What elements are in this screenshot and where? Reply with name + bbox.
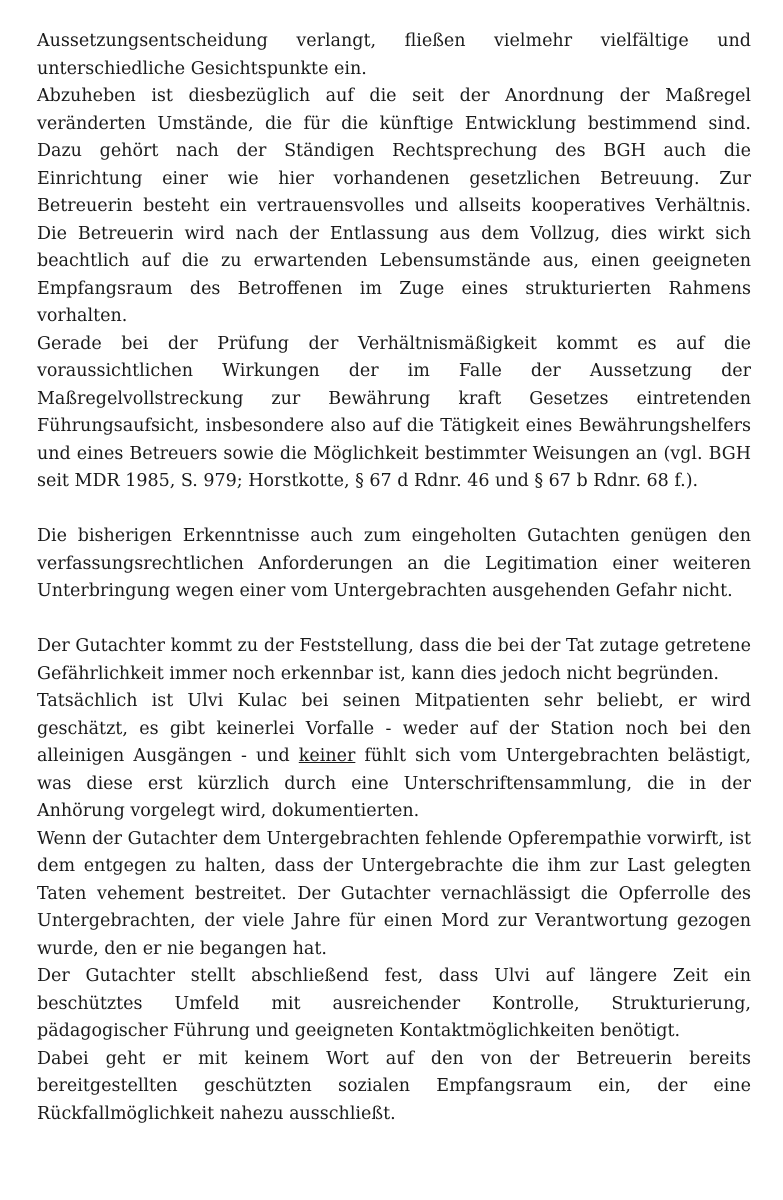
paragraph-mitpatienten (37, 688, 751, 826)
paragraph-mitpatienten-text-start: Tatsächlich ist Ulvi Kulac bei seinen Mitpatienten sehr beliebt, er wird geschätzt, es gibt keinerlei Vorfalle - weder auf der Station noch bei den alleinigen Ausgängen - und (37, 691, 751, 766)
paragraph-erkenntnisse: Die bisherigen Erkenntnisse auch zum eingeholten Gutachten genügen den verfassungsrechtlichen Anforderungen an die Legitimation einer weiteren Unterbringung wegen einer vom Untergebrachten ausgehenden Gefahr nicht. (37, 526, 751, 601)
paragraph-opferempathie: Wenn der Gutachter dem Untergebrachten fehlende Opferempathie vorwirft, ist dem entgegen zu halten, dass der Untergebrachte die ihm zur Last gelegten Taten vehement bestreitet. Der Gutachter vernachlässigt die Opferrolle des Untergebrachten, der viele Jahre für einen Mord zur Verantwortung gezogen wurde, den er nie begangen hat. (37, 828, 751, 959)
underlined-word: keiner (298, 746, 356, 766)
document-page (37, 28, 751, 1128)
paragraph-spacer (37, 496, 751, 524)
paragraph-mitpatienten-text-end: fühlt sich vom Untergebrachten belästigt, was diese erst kürzlich durch eine Unterschriftensammlung, die in der Anhörung vorgelegt wird, dokumentierten. (37, 746, 751, 821)
paragraph-aussetzung: Aussetzungsentscheidung verlangt, fließen vielmehr vielfältige und unterschiedliche Gesichtspunkte ein. (37, 31, 751, 79)
paragraph-umfeld: Der Gutachter stellt abschließend fest, dass Ulvi auf längere Zeit ein beschütztes Umfeld mit ausreichender Kontrolle, Strukturierung, pädagogischer Führung und geeigneten Kontaktmöglichkeiten benötigt. (37, 966, 751, 1041)
paragraph-feststellung: Der Gutachter kommt zu der Feststellung, dass die bei der Tat zutage getretene Gefährlichkeit immer noch erkennbar ist, kann dies jedoch nicht begründen. (37, 636, 751, 684)
paragraph-umstaende: Abzuheben ist diesbezüglich auf die seit der Anordnung der Maßregel veränderten Umstände, die für die künftige Entwicklung bestimmend sind. Dazu gehört nach der Ständigen Rechtsprechung des BGH auch die Einrichtung einer wie hier vorhandenen gesetzlichen Betreuung. Zur Betreuerin besteht ein vertrauensvolles und allseits kooperatives Verhältnis. Die Betreuerin wird nach der Entlassung aus dem Vollzug, dies wirkt sich beachtlich auf die zu erwartenden Lebensumstände aus, einen geeigneten Empfangsraum des Betroffenen im Zuge eines strukturierten Rahmens vorhalten. (37, 86, 751, 326)
paragraph-verhaeltnismaessigkeit: Gerade bei der Prüfung der Verhältnismäßigkeit kommt es auf die voraussichtlichen Wirkungen der im Falle der Aussetzung der Maßregelvollstreckung zur Bewährung kraft Gesetzes eintretenden Führungsaufsicht, insbesondere also auf die Tätigkeit eines Bewährungshelfers und eines Betreuers sowie die Möglichkeit bestimmter Weisungen an (vgl. BGH seit MDR 1985, S. 979; Horstkotte, § 67 d Rdnr. 46 und § 67 b Rdnr. 68 f.). (37, 333, 751, 491)
paragraph-spacer (37, 606, 751, 634)
paragraph-empfangsraum: Dabei geht er mit keinem Wort auf den von der Betreuerin bereits bereitgestellten geschützten sozialen Empfangsraum ein, der eine Rückfallmöglichkeit nahezu ausschließt. (37, 1048, 751, 1124)
